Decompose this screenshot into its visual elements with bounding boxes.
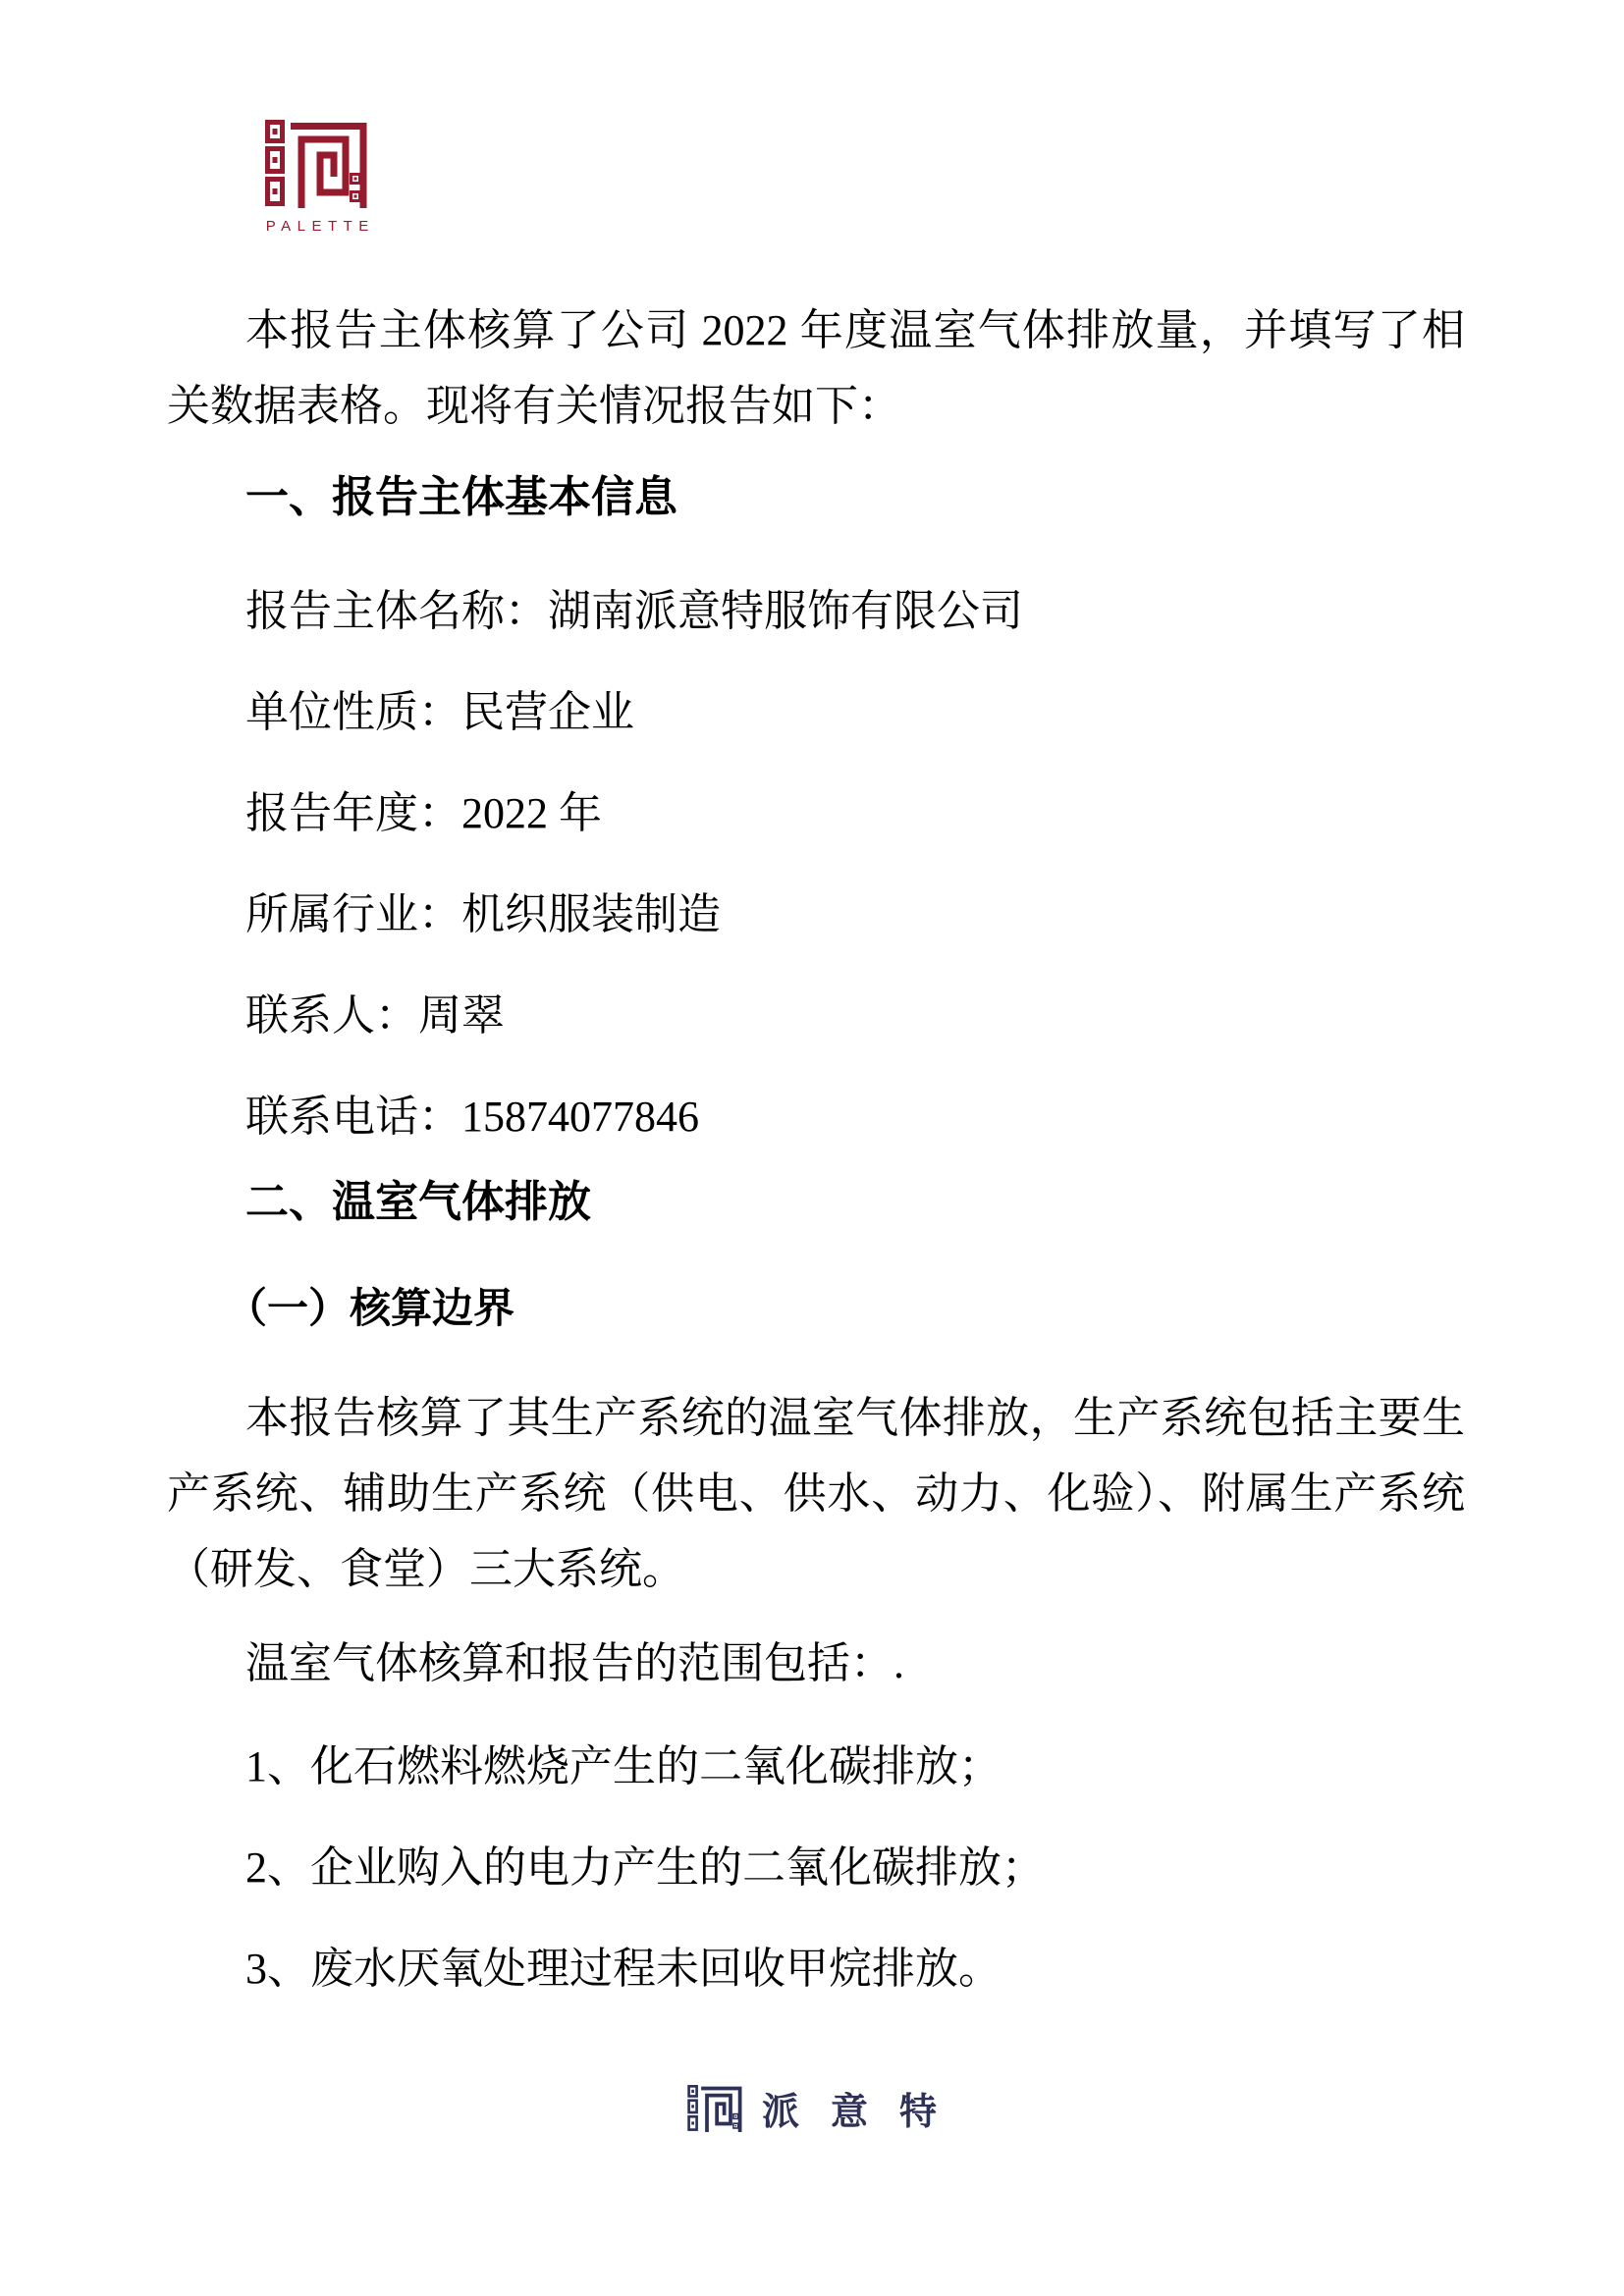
- palette-maze-icon: [265, 120, 367, 208]
- palette-logo: [265, 120, 375, 235]
- footer-brand: [0, 2081, 1624, 2135]
- section2-subheading-boundary: （一）核算边界: [226, 1285, 515, 1331]
- info-line-report-year: 报告年度：2022 年: [245, 789, 602, 837]
- scope-intro-line: 温室气体核算和报告的范围包括：.: [245, 1639, 904, 1687]
- boundary-paragraph: 本报告核算了其生产系统的温室气体排放，生产系统包括主要生产系统、辅助生产系统（供电、供水、动力、化验）、附属生产系统（研发、食堂）三大系统。: [167, 1394, 1465, 1593]
- scope-item-purchased-electricity: 2、企业购入的电力产生的二氧化碳排放；: [245, 1843, 1045, 1892]
- info-line-entity-name: 报告主体名称：湖南派意特服饰有限公司: [245, 587, 1023, 635]
- section1-heading: 一、报告主体基本信息: [245, 472, 677, 521]
- intro-paragraph: 本报告主体核算了公司 2022 年度温室气体排放量，并填写了相关数据表格。现将有关情况报告如下：: [167, 306, 1465, 430]
- scope-item-fossil-fuel: 1、化石燃料燃烧产生的二氧化碳排放；: [245, 1742, 1001, 1790]
- info-line-contact-person: 联系人：周翠: [245, 991, 505, 1040]
- section2-heading: 二、温室气体排放: [245, 1177, 591, 1226]
- info-line-contact-phone: 联系电话：15874077846: [245, 1093, 699, 1141]
- info-line-entity-type: 单位性质：民营企业: [245, 688, 634, 736]
- palette-wordmark: PALETTE: [265, 218, 375, 235]
- info-line-industry: 所属行业：机织服装制造: [245, 890, 721, 938]
- scope-item-wastewater-methane: 3、废水厌氧处理过程未回收甲烷排放。: [245, 1945, 1001, 1993]
- footer-brand-name: 派意特: [761, 2092, 968, 2133]
- footer-maze-icon: [687, 2085, 742, 2132]
